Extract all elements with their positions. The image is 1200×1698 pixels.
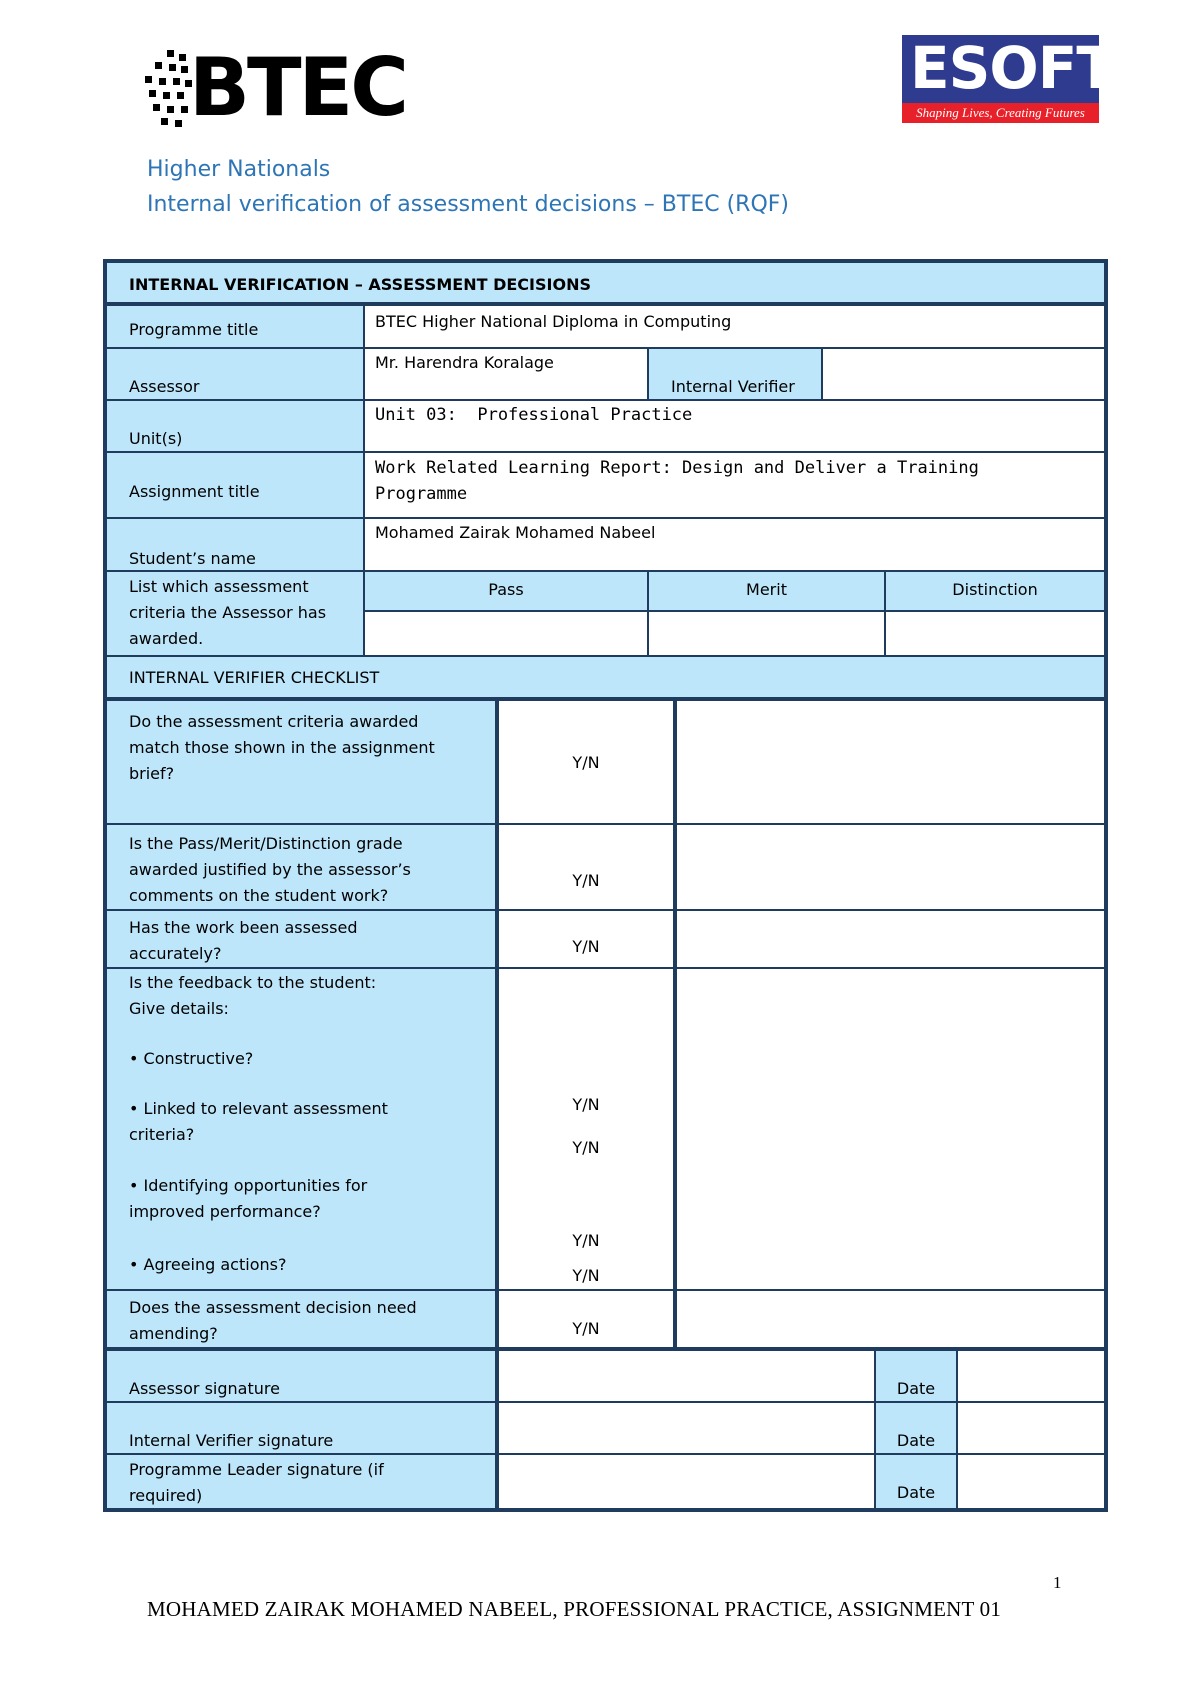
checklist-question: Do the assessment criteria awarded match those shown in the assignment brief? — [129, 712, 435, 783]
checklist-comment-field[interactable] — [676, 700, 1105, 824]
leader-signature-label-cell — [106, 1454, 498, 1509]
assignment-title-field[interactable] — [364, 452, 1105, 518]
merit-header: Merit — [746, 580, 787, 599]
distinction-header-cell — [885, 571, 1105, 611]
units-value: Unit 03: Professional Practice — [375, 405, 693, 425]
programme-title-label: Programme title — [129, 320, 259, 339]
btec-logo — [145, 41, 406, 134]
feedback-question-cell — [106, 968, 498, 1290]
esoft-logo — [902, 34, 1115, 123]
section-title: INTERNAL VERIFICATION – ASSESSMENT DECISIONS — [129, 275, 591, 294]
yes-no-answer: Y/N — [572, 1319, 600, 1338]
feedback-answer-cell[interactable] — [498, 968, 676, 1290]
checklist-comment-field[interactable] — [676, 824, 1105, 910]
merit-criteria-field[interactable] — [648, 611, 885, 656]
amend-answer-cell[interactable] — [498, 1290, 676, 1350]
pass-header-cell — [364, 571, 648, 611]
checklist-answer-cell[interactable] — [498, 910, 676, 968]
assignment-title-value: Work Related Learning Report: Design and Deliver a Training Programme — [375, 458, 979, 504]
verifier-date-label-cell — [875, 1402, 957, 1454]
checklist-question-cell — [106, 824, 498, 910]
assessor-label-cell — [106, 348, 364, 400]
page-number: 1 — [1053, 1573, 1062, 1592]
checklist-question-cell — [106, 910, 498, 968]
distinction-criteria-field[interactable] — [885, 611, 1105, 656]
programme-title-value: BTEC Higher National Diploma in Computing — [375, 312, 732, 331]
yes-no-answer: Y/N — [572, 1266, 600, 1285]
verifier-signature-label-cell — [106, 1402, 498, 1454]
assessor-value: Mr. Harendra Koralage — [375, 353, 554, 372]
criteria-label-cell — [106, 571, 364, 656]
checklist-comment-field[interactable] — [676, 910, 1105, 968]
assessor-signature-label-cell — [106, 1350, 498, 1402]
amend-comment-field[interactable] — [676, 1290, 1105, 1350]
assessor-signature-label: Assessor signature — [129, 1379, 280, 1398]
internal-verifier-label-cell — [648, 348, 822, 400]
units-label: Unit(s) — [129, 429, 183, 448]
programme-title-field[interactable] — [364, 305, 1105, 348]
feedback-question: Is the feedback to the student: — [129, 973, 377, 992]
leader-signature-label: Programme Leader signature (if required) — [129, 1460, 384, 1505]
assessor-signature-field[interactable] — [498, 1350, 875, 1402]
programme-title-label-cell — [106, 305, 364, 348]
assessor-date-field[interactable] — [957, 1350, 1105, 1402]
date-label: Date — [896, 1431, 936, 1450]
feedback-item-opportunities: • Identifying opportunities for improved performance? — [129, 1176, 368, 1221]
date-label: Date — [896, 1379, 936, 1398]
yes-no-answer: Y/N — [572, 871, 600, 890]
amend-question: Does the assessment decision need amending? — [129, 1298, 417, 1343]
section-title: INTERNAL VERIFIER CHECKLIST — [129, 668, 380, 687]
section-header-checklist — [106, 656, 1105, 700]
date-label: Date — [896, 1483, 936, 1502]
assignment-title-label: Assignment title — [129, 482, 260, 501]
checklist-answer-cell[interactable] — [498, 824, 676, 910]
feedback-item-linked: • Linked to relevant assessment criteria? — [129, 1099, 388, 1144]
header-title: Higher Nationals — [147, 157, 331, 182]
student-name-value: Mohamed Zairak Mohamed Nabeel — [375, 523, 656, 542]
leader-date-field[interactable] — [957, 1454, 1105, 1509]
internal-verifier-label: Internal Verifier — [671, 377, 795, 396]
leader-date-label-cell — [875, 1454, 957, 1509]
checklist-answer-cell[interactable] — [498, 700, 676, 824]
assessor-field[interactable] — [364, 348, 648, 400]
feedback-comment-field[interactable] — [676, 968, 1105, 1290]
assessor-label: Assessor — [129, 377, 200, 396]
verifier-signature-field[interactable] — [498, 1402, 875, 1454]
pass-criteria-field[interactable] — [364, 611, 648, 656]
yes-no-answer: Y/N — [572, 1095, 600, 1114]
verifier-date-field[interactable] — [957, 1402, 1105, 1454]
yes-no-answer: Y/N — [572, 753, 600, 772]
criteria-label: List which assessment criteria the Assessor has awarded. — [129, 577, 327, 648]
esoft-wordmark: ESOFT — [910, 34, 1115, 102]
feedback-item-constructive: • Constructive? — [129, 1049, 254, 1068]
pass-header: Pass — [488, 580, 524, 599]
units-field[interactable] — [364, 400, 1105, 452]
yes-no-answer: Y/N — [572, 1231, 600, 1250]
feedback-give-details: Give details: — [129, 999, 229, 1018]
assignment-title-label-cell — [106, 452, 364, 518]
verification-form — [103, 259, 1108, 1512]
feedback-item-agreeing-actions: • Agreeing actions? — [129, 1255, 287, 1274]
checklist-question: Has the work been assessed accurately? — [129, 918, 358, 963]
merit-header-cell — [648, 571, 885, 611]
header-subtitle: Internal verification of assessment decisions – BTEC (RQF) — [147, 192, 789, 217]
checklist-question-cell — [106, 700, 498, 824]
btec-wordmark: BTEC — [189, 41, 406, 134]
internal-verifier-field[interactable] — [822, 348, 1105, 400]
student-name-label-cell — [106, 518, 364, 571]
verifier-signature-label: Internal Verifier signature — [129, 1431, 334, 1450]
checklist-question: Is the Pass/Merit/Distinction grade awarded justified by the assessor’s comments on the student work? — [129, 834, 411, 905]
amend-question-cell — [106, 1290, 498, 1350]
section-header-assessment-decisions — [106, 262, 1105, 305]
yes-no-answer: Y/N — [572, 937, 600, 956]
yes-no-answer: Y/N — [572, 1138, 600, 1157]
assessor-date-label-cell — [875, 1350, 957, 1402]
student-name-label: Student’s name — [129, 549, 256, 568]
esoft-tagline: Shaping Lives, Creating Futures — [902, 103, 1099, 123]
units-label-cell — [106, 400, 364, 452]
leader-signature-field[interactable] — [498, 1454, 875, 1509]
distinction-header: Distinction — [952, 580, 1038, 599]
student-name-field[interactable] — [364, 518, 1105, 571]
page-footer: MOHAMED ZAIRAK MOHAMED NABEEL, PROFESSIONAL PRACTICE, ASSIGNMENT 01 — [147, 1597, 1002, 1621]
